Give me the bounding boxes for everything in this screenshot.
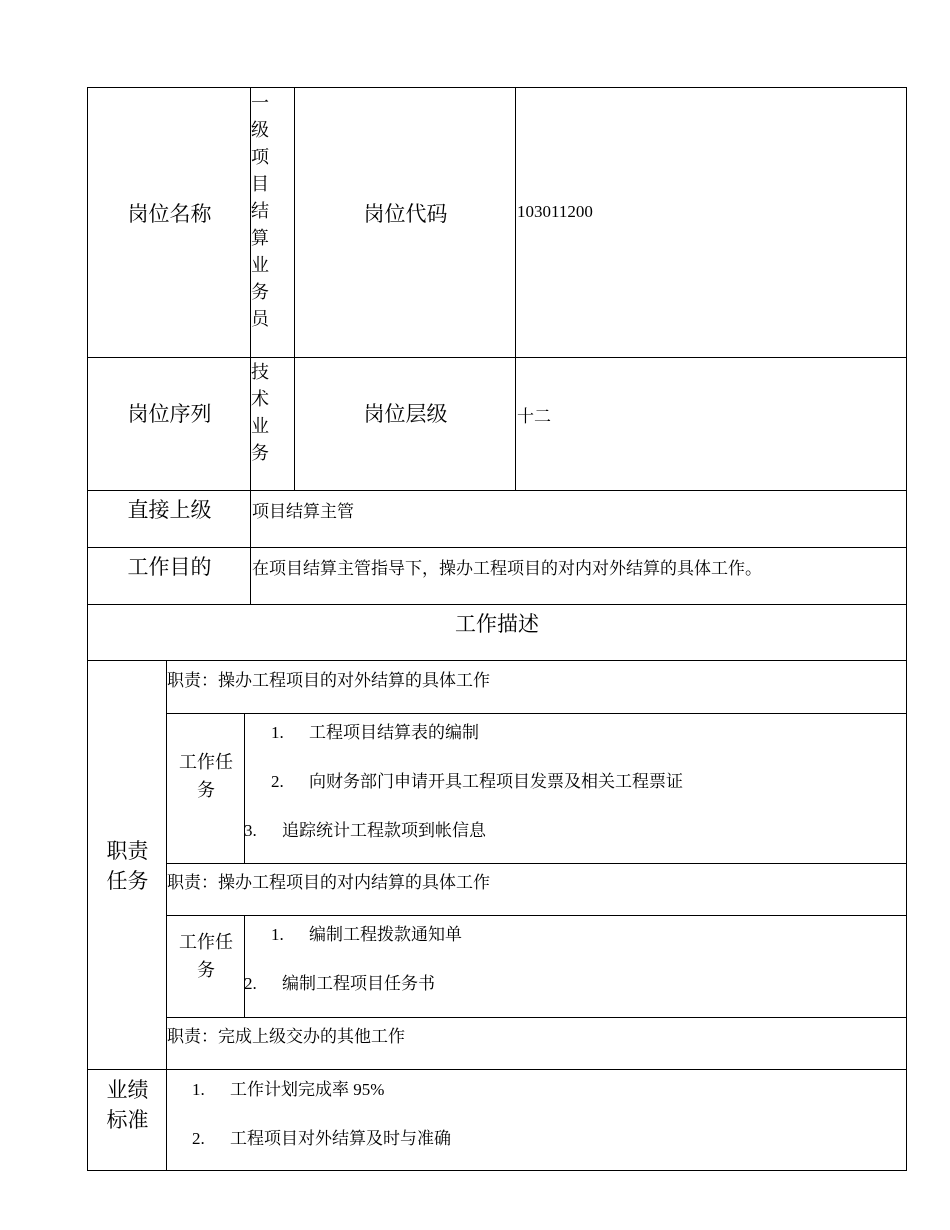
row-divider [88,660,906,661]
purpose-value: 在项目结算主管指导下，操办工程项目的对内对外结算的具体工作。 [252,559,762,578]
task-label: 工作任务 [179,932,233,980]
post-code-label: 岗位代码 [363,202,448,226]
task-item: 2. 向财务部门申请开具工程项目发票及相关工程票证 [271,772,683,791]
row-divider [167,713,906,714]
post-name-label: 岗位名称 [127,202,212,226]
performance-item: 2. 工程项目对外结算及时与准确 [192,1129,451,1148]
row-divider [167,915,906,916]
task-item: 1. 编制工程拨款通知单 [271,925,462,944]
task-label: 工作任务 [179,752,233,800]
post-level-label: 岗位层级 [363,402,448,426]
performance-label: 业绩标准 [106,1078,149,1132]
row-divider [167,1017,906,1018]
task-item: 2. 编制工程项目任务书 [244,974,435,993]
post-name-value: 一级项目结算业务员 [251,93,269,329]
duty-title: 职责：操办工程项目的对外结算的具体工作 [167,671,490,690]
work-description-heading: 工作描述 [455,612,539,636]
duty-title: 职责：完成上级交办的其他工作 [167,1027,405,1046]
post-sequence-value: 技术业务 [251,362,269,463]
duties-label: 职责任务 [106,839,149,893]
post-code-value: 103011200 [517,202,593,221]
superior-value: 项目结算主管 [252,502,354,521]
post-level-value: 十二 [517,407,551,426]
duty-title: 职责：操办工程项目的对内结算的具体工作 [167,873,490,892]
job-description-table [87,87,907,1171]
task-item: 1. 工程项目结算表的编制 [271,723,479,742]
purpose-label: 工作目的 [127,555,212,579]
task-item: 3. 追踪统计工程款项到帐信息 [244,821,486,840]
row-divider [167,863,906,864]
performance-item: 1. 工作计划完成率 95% [192,1080,385,1099]
superior-label: 直接上级 [127,498,212,522]
post-sequence-label: 岗位序列 [127,402,212,426]
row-divider [88,1069,906,1070]
